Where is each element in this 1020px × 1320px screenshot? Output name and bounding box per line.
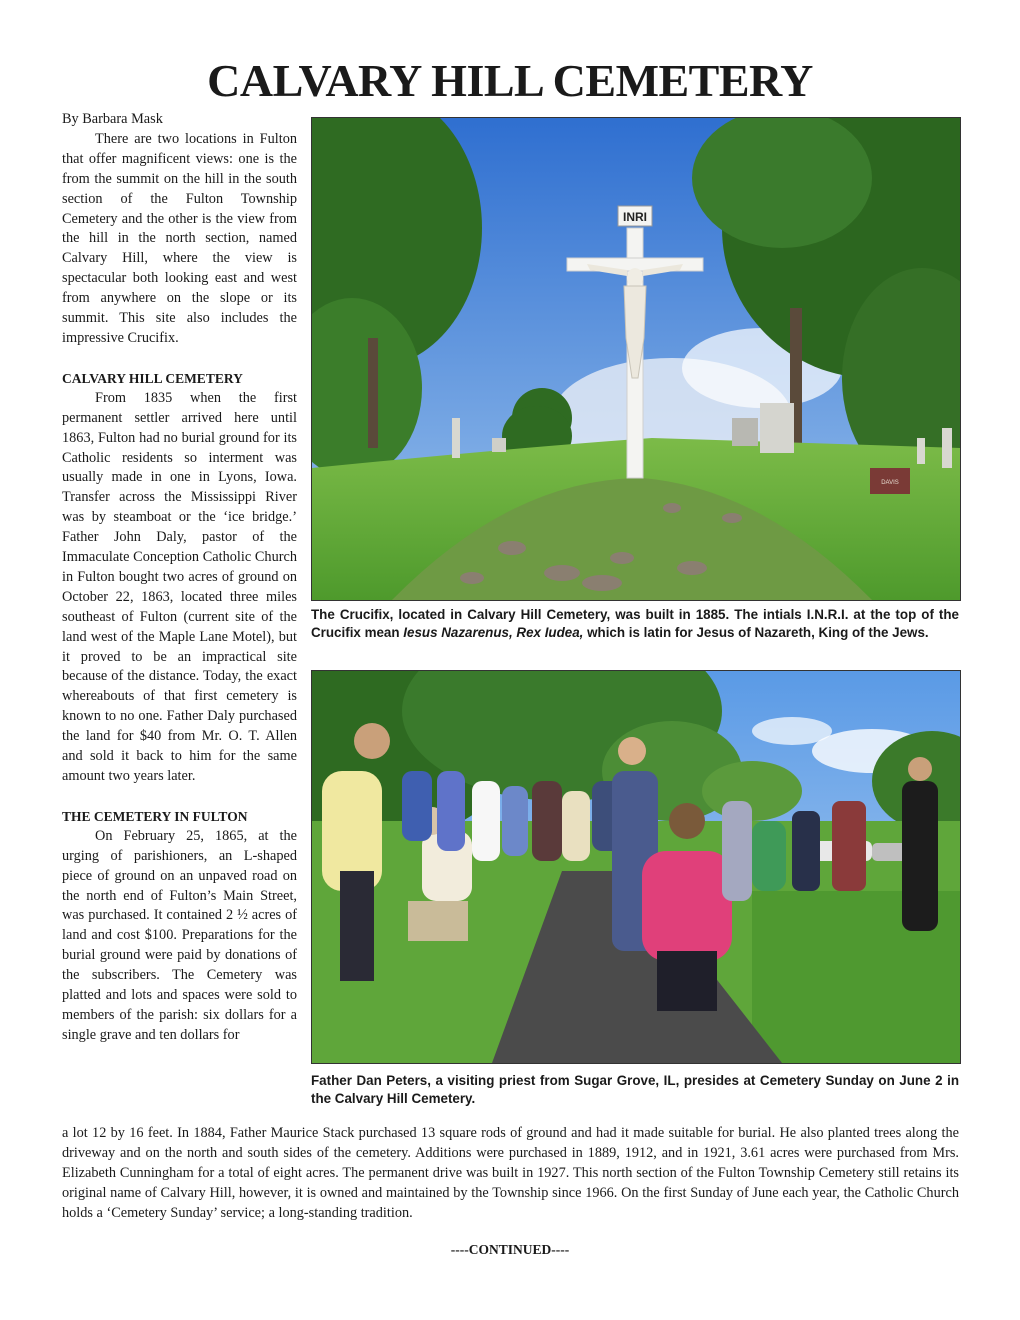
gravestone-name: DAVIS <box>881 480 899 486</box>
continued-marker: ----CONTINUED---- <box>450 1242 570 1257</box>
crucifix-photo <box>311 117 961 601</box>
section-body-calvary: From 1835 when the first permanent settler arrived here until 1863, Fulton had no burial ground for its Catholic residents so interment was usually made in one in Lyons, Iowa. Transfer across the Mississippi River was by steamboat or the ‘ice bridge.’ Father John Daly, pastor of the Immaculate Conception Catholic Church in Fulton bought two acres of ground on October 22, 1863, located three miles southeast of Fulton (current site of the land west of the Maple Lane Motel), but it proved to be an impractical site because of the distance. Today, the exact whereabouts of that first cemetery is known to no one. Father Daly purchased the land for $40 from Mr. O. T. Allen and sold it back to him for the same amount two years later. <box>62 389 297 784</box>
byline: By Barbara Mask <box>62 111 163 127</box>
full-width-paragraph: a lot 12 by 16 feet. In 1884, Father Maurice Stack purchased 13 square rods of ground and had it made suitable for burial. He also planted trees along the driveway and on the north and south sides of the cemetery. Additions were purchased in 1889, 1912, and in 1921, 3.61 acres were purchased from Mrs. Elizabeth Cunningham for a total of eight acres. The permanent drive was built in 1927. This north section of the Fulton Township Cemetery still retains its original name of Calvary Hill, however, it is owned and maintained by the Township since 1966. On the first Sunday of June each year, the Catholic Church holds a ‘Cemetery Sunday’ service; a long-standing tradition. <box>62 1125 959 1221</box>
section-body-fulton: On February 25, 1865, at the urging of parishioners, an L-shaped piece of ground on an unpaved road on the north end of Fulton’s Main Street, was purchased. It contained 2 ½ acres of land and cost $100. Preparations for the burial ground were paid by donations of the subscribers. The Cemetery was platted and lots and spaces were sold to members of the parish: six dollars for a single grave and ten dollars for <box>62 827 297 1043</box>
section-heading-fulton: THE CEMETERY IN FULTON <box>62 808 248 824</box>
section-heading-calvary: CALVARY HILL CEMETERY <box>62 370 243 386</box>
caption-text-b: which is latin for Jesus of Nazareth, King of the Jews. <box>583 625 929 640</box>
inri-sign: INRI <box>623 210 647 224</box>
left-column <box>62 110 297 1046</box>
crucifix-caption <box>311 606 959 642</box>
cemetery-sunday-caption: Father Dan Peters, a visiting priest from Sugar Grove, IL, presides at Cemetery Sunday on June 2 in the Calvary Hill Cemetery. <box>311 1073 959 1106</box>
caption-latin: Iesus Nazarenus, Rex Iudea, <box>403 625 584 640</box>
intro-paragraph: There are two locations in Fulton that offer magnificent views: one is the from the summit on the hill in the south section of the Fulton Township Cemetery and the other is the view from the hill in the north section, named Calvary Hill, where the view is spectacular both looking east and west from anywhere on the slope or its summit. This site also includes the impressive Crucifix. <box>62 130 297 346</box>
cemetery-sunday-photo <box>311 670 961 1064</box>
page-title: CALVARY HILL CEMETERY <box>207 55 813 106</box>
caption-text-a: The Crucifix, located in Calvary Hill Cemetery, was built in 1885. The intials I.N.R.I. at the top of the Crucifix mean <box>311 607 959 640</box>
